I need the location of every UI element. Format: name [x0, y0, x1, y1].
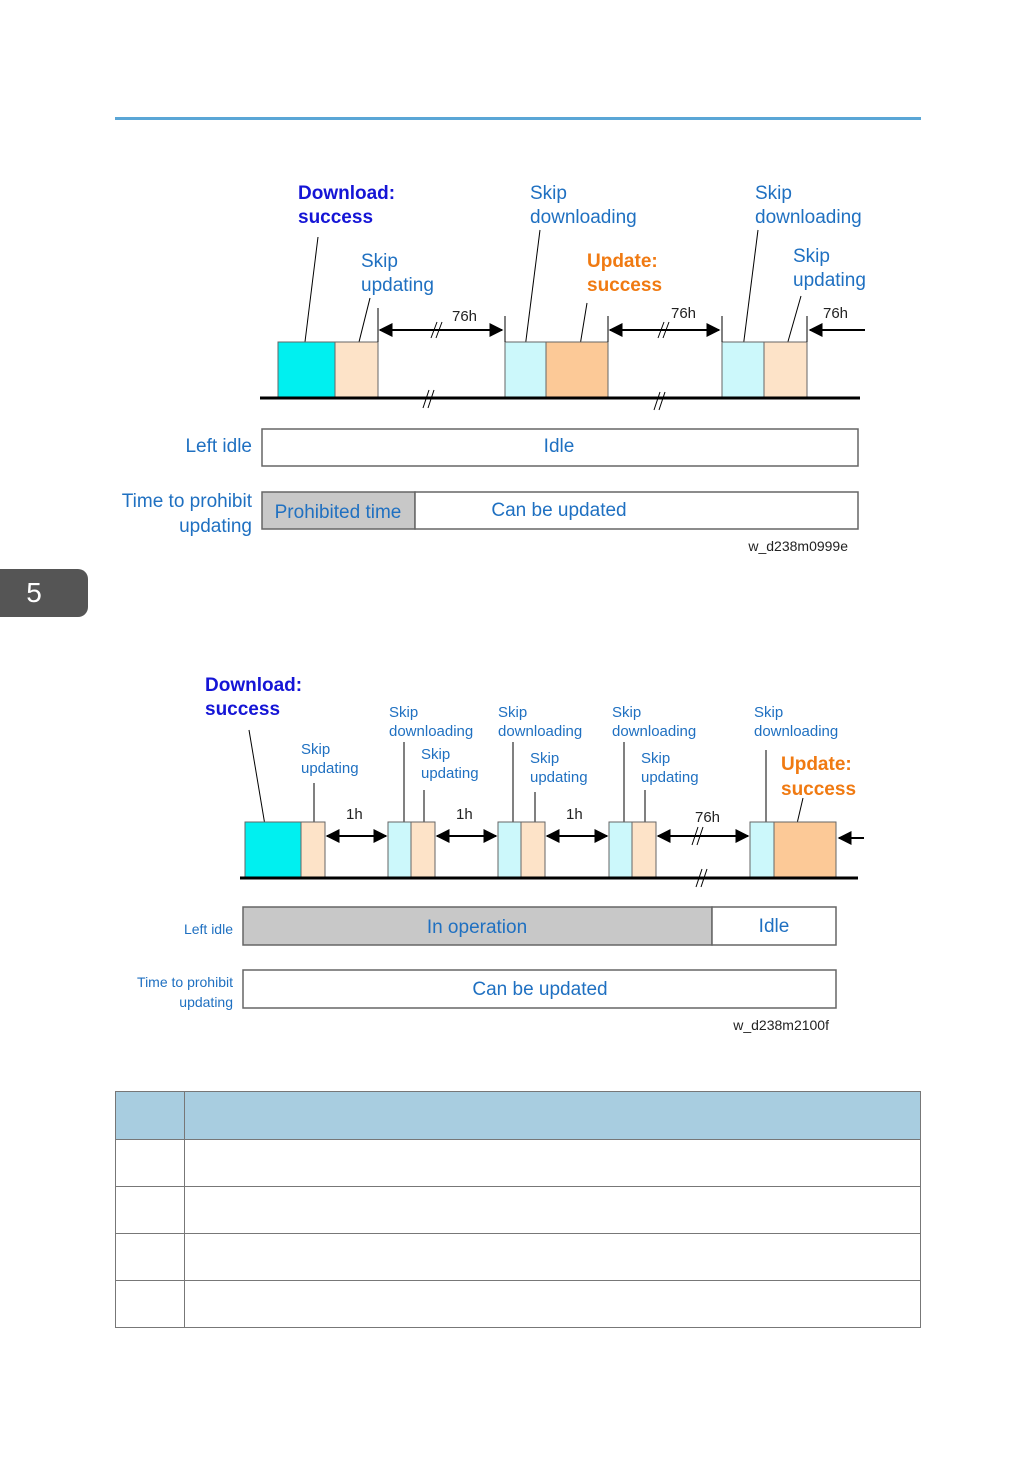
can-be-updated-text: Can be updated [491, 500, 627, 521]
prohibited-time-text: Prohibited time [274, 502, 402, 523]
label-update-success: Update: success [587, 251, 663, 296]
table-header-row [116, 1092, 921, 1140]
table-header-cell [185, 1092, 921, 1140]
label2-skip-downloading-a: Skip downloading [389, 704, 474, 740]
box2-skip-download-b [498, 822, 521, 878]
interval-label-3: 76h [823, 305, 849, 322]
header-rule [115, 117, 921, 120]
table-row [116, 1234, 921, 1281]
interval2-label-3: 1h [566, 806, 583, 823]
box2-skip-update-c [521, 822, 545, 878]
label2-skip-downloading-b: Skip downloading [498, 704, 583, 740]
table-cell [116, 1234, 185, 1281]
table-row [116, 1140, 921, 1187]
interval2-label-2: 1h [456, 806, 473, 823]
label2-skip-updating-d: Skip updating [641, 750, 699, 786]
label2-skip-downloading-c: Skip downloading [612, 704, 697, 740]
idle-text-2: Idle [758, 916, 790, 937]
label2-skip-updating-c: Skip updating [530, 750, 588, 786]
interval2-label-4: 76h [695, 809, 721, 826]
interval-label-2: 76h [671, 305, 697, 322]
box2-skip-update-b [411, 822, 435, 878]
label2-skip-updating-b: Skip updating [421, 746, 479, 782]
box-skip-update-1 [335, 342, 378, 398]
table-row [116, 1187, 921, 1234]
diagram-2 [0, 665, 1036, 1045]
in-operation-text: In operation [426, 917, 528, 938]
table-cell [185, 1281, 921, 1328]
box2-skip-update-d [632, 822, 656, 878]
label-skip-downloading-2: Skip downloading [755, 183, 862, 228]
box-skip-update-2 [764, 342, 807, 398]
label2-skip-updating-a: Skip updating [301, 741, 359, 777]
table-cell [185, 1187, 921, 1234]
box2-skip-download-a [388, 822, 411, 878]
table-cell [116, 1140, 185, 1187]
interval2-label-1: 1h [346, 806, 363, 823]
label2-skip-downloading-d: Skip downloading [754, 704, 839, 740]
box2-skip-download-c [609, 822, 632, 878]
box2-skip-update-a [301, 822, 325, 878]
can-be-updated-bar [415, 492, 858, 529]
chapter-tab [0, 569, 88, 617]
chapter-number: 5 [26, 577, 42, 608]
box-update [546, 342, 608, 398]
prohibit-label-2: Time to prohibit updating [137, 974, 233, 1010]
blank-table [115, 1091, 921, 1328]
label2-download-success: Download: success [205, 675, 303, 720]
box-skip-download-1 [505, 342, 546, 398]
table-row [116, 1281, 921, 1328]
diagram-1 [0, 170, 1036, 570]
label2-update-success: Update: success [781, 754, 857, 800]
box2-update [774, 822, 836, 878]
figure-id-2: w_d238m2100f [733, 1017, 829, 1033]
interval-label-1: 76h [452, 308, 478, 325]
label-download-success: Download: success [298, 183, 396, 228]
interval-ticks [378, 308, 807, 342]
table-header-cell [116, 1092, 185, 1140]
can-be-updated-text-2: Can be updated [472, 979, 608, 1000]
box2-download [245, 822, 301, 878]
left-idle-label-2: Left idle [183, 921, 233, 937]
table-cell [185, 1234, 921, 1281]
prohibit-label: Time to prohibit updating [121, 491, 252, 537]
label-skip-updating-1: Skip updating [361, 251, 434, 296]
table-cell [116, 1281, 185, 1328]
figure-id-1: w_d238m0999e [748, 538, 848, 554]
box-skip-download-2 [722, 342, 764, 398]
idle-bar-text: Idle [543, 436, 575, 457]
box-download [278, 342, 335, 398]
label-skip-updating-2: Skip updating [793, 246, 866, 291]
table-cell [185, 1140, 921, 1187]
table-cell [116, 1187, 185, 1234]
left-idle-label: Left idle [185, 436, 252, 457]
box2-skip-download-d [750, 822, 774, 878]
label-skip-downloading-1: Skip downloading [530, 183, 637, 228]
